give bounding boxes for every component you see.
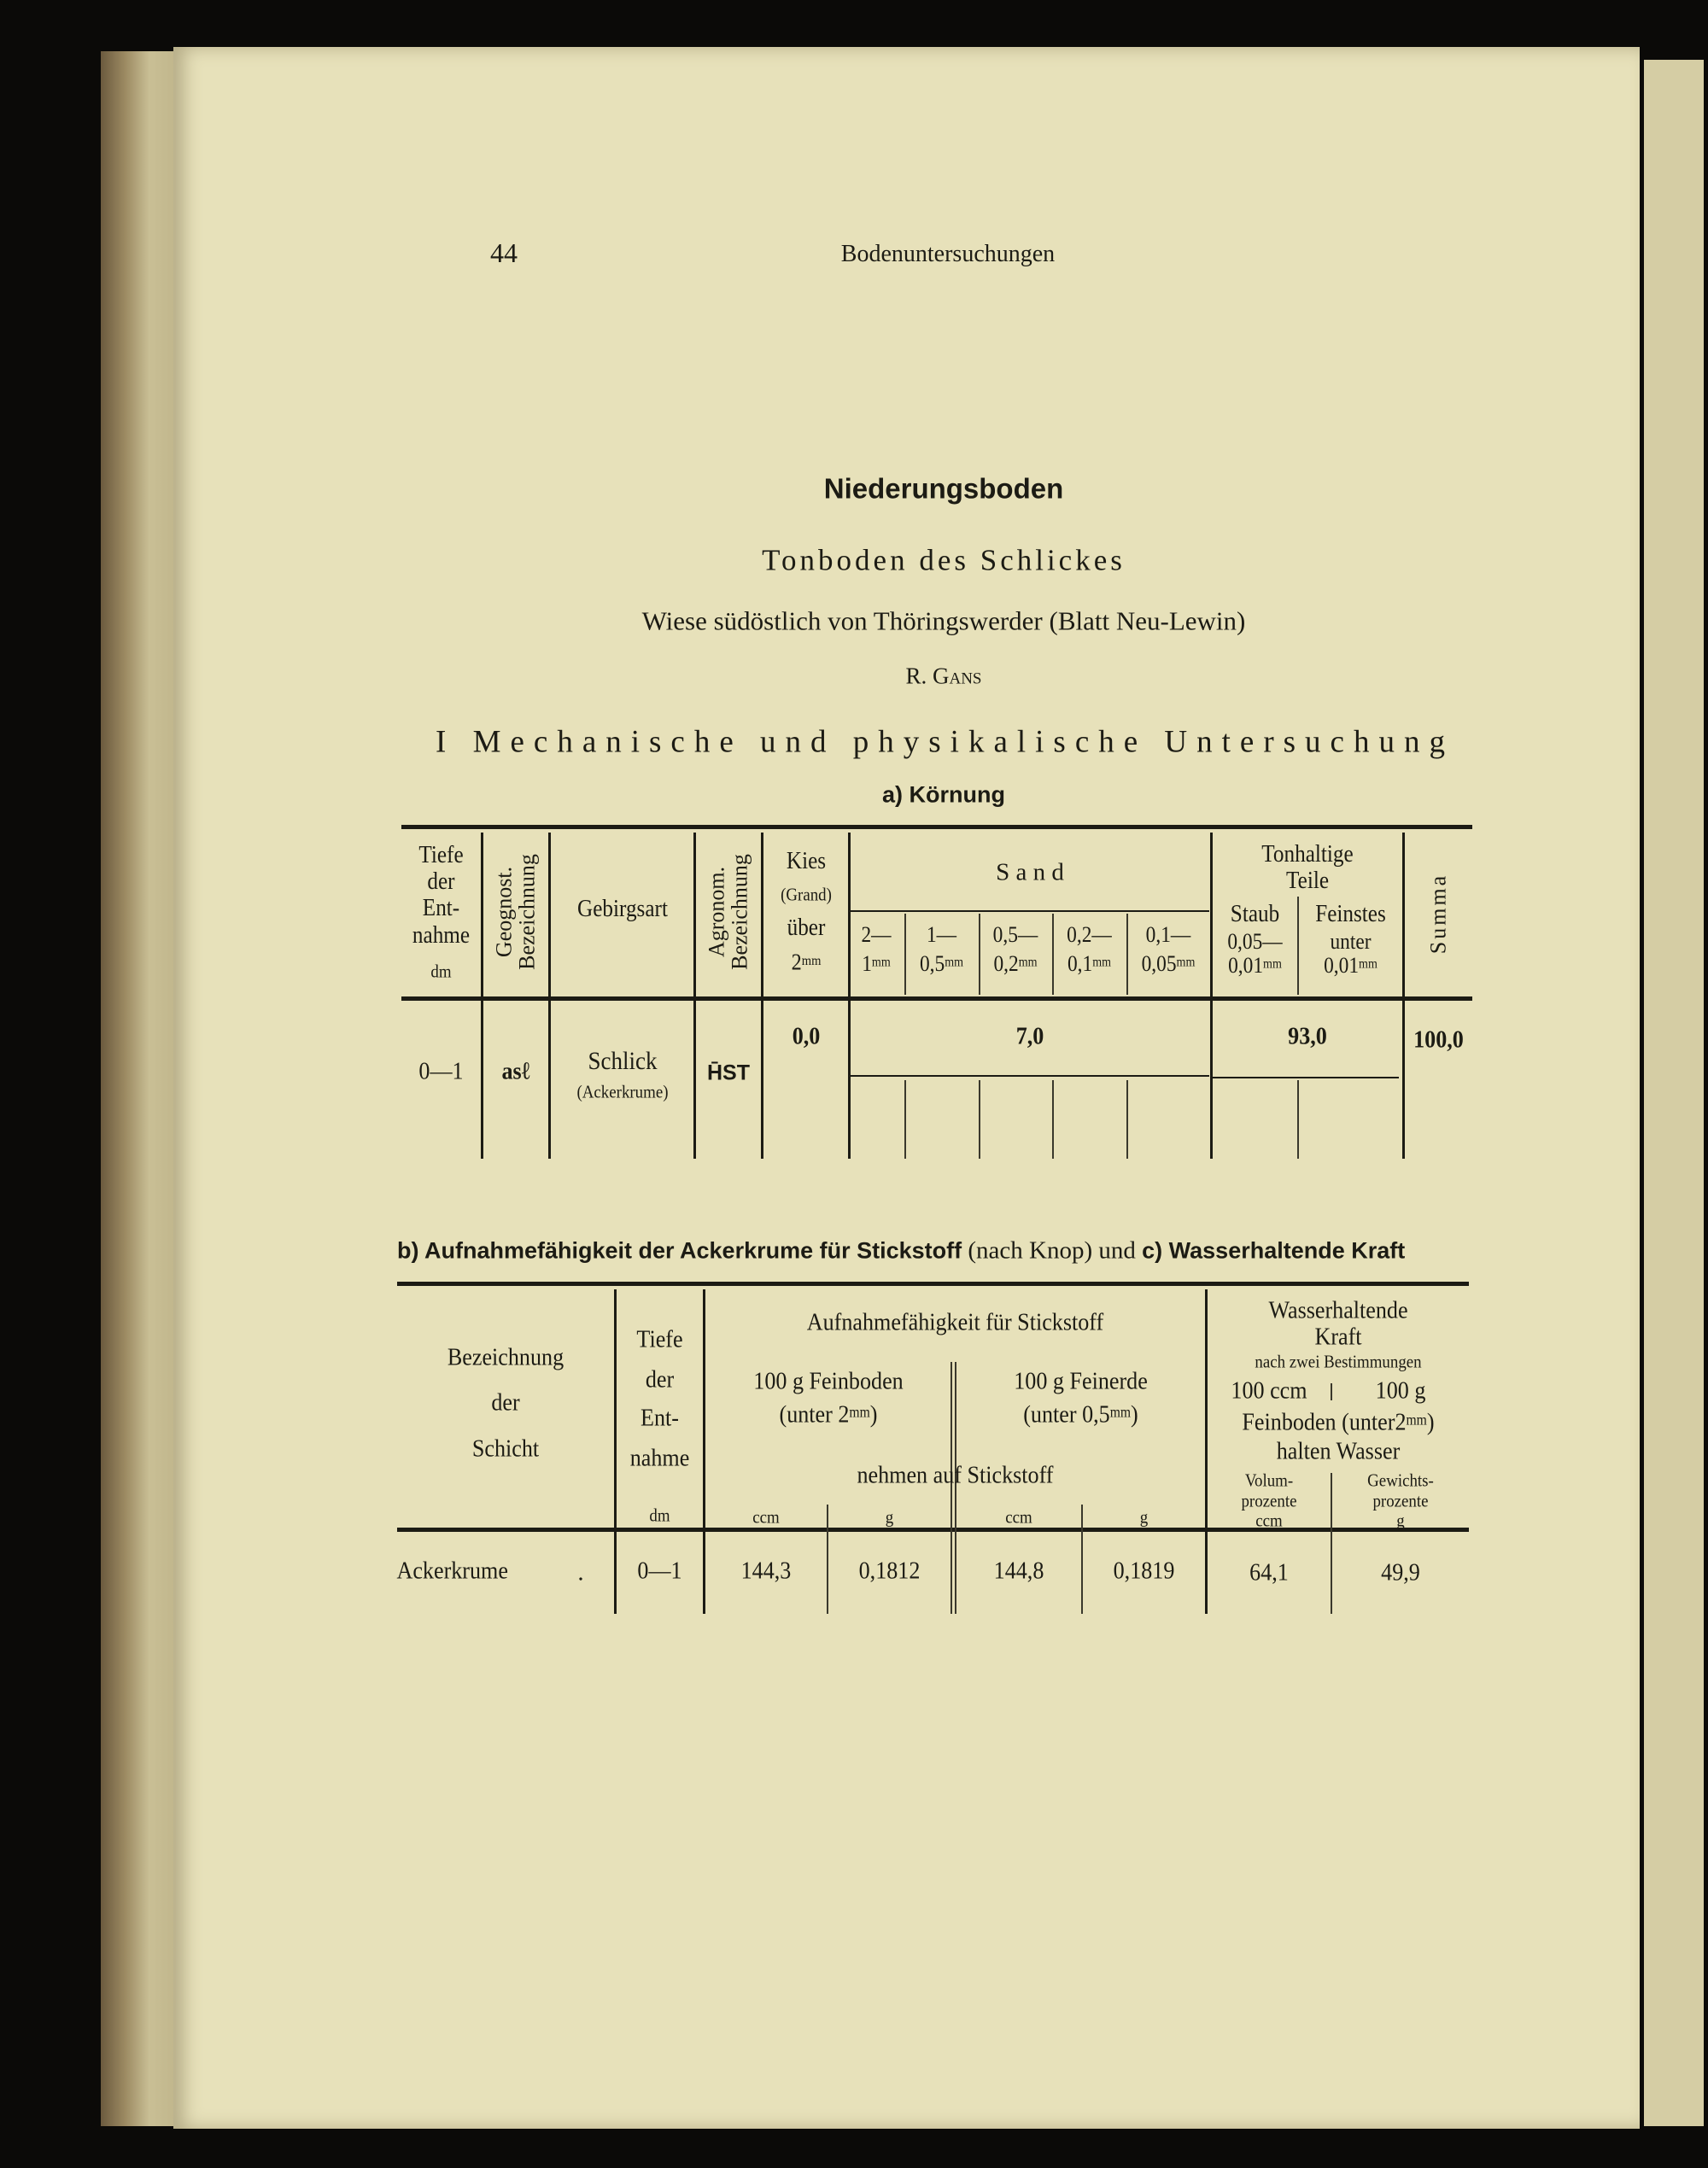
header-tiefe: nahme — [412, 922, 471, 949]
header-text: 0,05 — [1141, 951, 1177, 976]
row-subrule — [851, 1075, 1209, 1077]
sub-divider — [1052, 1080, 1054, 1159]
header-tiefe: Tiefe — [418, 842, 464, 868]
header-unit: mm — [801, 952, 822, 968]
rule — [401, 996, 1472, 1001]
cell-value: 0,1812 — [858, 1557, 921, 1585]
sand-subrule — [851, 910, 1209, 912]
header-wasser-note: nach zwei Bestimmungen — [1255, 1351, 1422, 1372]
header-text: 0,01 — [1324, 953, 1360, 978]
header-unit: ccm — [752, 1506, 780, 1528]
sub-divider — [1126, 914, 1128, 995]
sub-divider — [827, 1505, 828, 1614]
caption-b: b) Aufnahmefähigkeit der Ackerkrume für Stickstoff — [397, 1237, 962, 1264]
header-feinerde: 100 g Feinerde — [1014, 1367, 1148, 1395]
sub-divider — [1297, 897, 1299, 995]
rule — [397, 1282, 1469, 1286]
header-volum: Volum- — [1244, 1470, 1294, 1491]
cell-value: 144,8 — [993, 1557, 1044, 1585]
cell-bez: Ackerkrume — [396, 1557, 508, 1585]
header-text: 1 — [862, 951, 872, 976]
header-text: 0,1 — [1067, 951, 1093, 976]
header-wasser-ccm: 100 ccm — [1231, 1376, 1307, 1405]
section-heading: I Mechanische und physikalische Untersuchung — [436, 724, 1454, 760]
header-unit: mm — [871, 955, 891, 970]
header-text: ) — [869, 1400, 878, 1429]
header-bez: Bezeichnung — [447, 1343, 564, 1371]
header-sand-sub — [908, 953, 974, 975]
location: Wiese südöstlich von Thöringswerder (Blatt Neu-Lewin) — [641, 605, 1246, 636]
header-sand-sub — [1131, 953, 1206, 975]
header-ton-sub: Staub — [1230, 901, 1280, 927]
header-wasser-feinboden — [1220, 1408, 1455, 1436]
header-text: (unter2 — [1342, 1408, 1407, 1436]
header-ton-sub: 0,05— — [1227, 929, 1283, 954]
header-text: Bezeichnung — [515, 854, 540, 970]
header-kies: Kies — [786, 848, 827, 874]
book-page — [173, 47, 1640, 2129]
header-sand-sub — [1056, 953, 1122, 975]
header-unit: mm — [1359, 956, 1378, 972]
table-b-caption — [397, 1236, 1473, 1265]
col-divider — [614, 1289, 617, 1614]
header-text: 2 — [791, 949, 802, 975]
header-unit: mm — [1109, 1403, 1132, 1421]
header-tiefe: Tiefe — [636, 1325, 683, 1353]
header-sand-sub — [851, 953, 901, 975]
cell-kies: 0,0 — [792, 1022, 821, 1050]
header-wasser-halten: halten Wasser — [1276, 1437, 1401, 1465]
header-sand: S a n d — [996, 858, 1064, 886]
sub-divider — [979, 1080, 980, 1159]
header-text: Feinboden — [1242, 1408, 1337, 1436]
header-feinboden: 100 g Feinboden — [753, 1367, 904, 1395]
caption-c: c) Wasserhaltende Kraft — [1142, 1237, 1406, 1264]
header-text: 0,2 — [993, 951, 1019, 976]
header-unit: mm — [1176, 955, 1196, 970]
header-sand-sub: 0,1— — [1145, 922, 1191, 947]
cell-summa: 100,0 — [1413, 1026, 1464, 1054]
header-text: ) — [1426, 1408, 1435, 1436]
cell-tiefe: 0—1 — [637, 1557, 682, 1585]
cell-value: 64,1 — [1249, 1558, 1289, 1587]
sub-divider — [979, 914, 980, 995]
row-subrule — [1213, 1077, 1399, 1078]
header-tiefe: Ent- — [640, 1404, 679, 1432]
header-volum: ccm — [1255, 1510, 1283, 1531]
header-ton-sub: Feinstes — [1315, 901, 1386, 927]
header-bez: der — [491, 1388, 520, 1417]
header-wasser: Wasserhaltende — [1268, 1296, 1408, 1324]
header-kies — [768, 951, 845, 974]
header-text: ) — [1131, 1400, 1138, 1429]
header-tiefe-unit: dm — [430, 961, 452, 982]
header-text: (unter 0,5 — [1023, 1400, 1110, 1429]
header-feinerde-note — [969, 1400, 1193, 1429]
header-text: Bezeichnung — [728, 854, 752, 970]
sub-divider — [904, 914, 906, 995]
cell-value: 0,1819 — [1113, 1557, 1175, 1585]
header-unit: mm — [1092, 955, 1112, 970]
header-text: (unter 2 — [779, 1400, 850, 1429]
cell-bez-leader: . — [577, 1558, 584, 1587]
header-feinboden-note — [717, 1400, 939, 1429]
sub-divider — [904, 1080, 906, 1159]
header-unit: mm — [1263, 956, 1282, 972]
header-unit: mm — [1406, 1411, 1427, 1429]
header-text: 0,5 — [919, 951, 945, 976]
header-aufnahme: Aufnahmefähigkeit für Stickstoff — [806, 1308, 1104, 1336]
col-divider — [1205, 1289, 1208, 1614]
header-tiefe: Ent- — [422, 895, 460, 921]
header-summa: Summa — [1425, 873, 1451, 955]
sub-divider — [1126, 1080, 1128, 1159]
cell-gebirgsart-note: (Ackerkrume) — [576, 1081, 669, 1102]
header-unit: g — [885, 1506, 894, 1528]
rule — [401, 825, 1472, 829]
cell-value: 144,3 — [740, 1557, 792, 1585]
header-unit: g — [1139, 1506, 1149, 1528]
header-wasser-g: 100 g — [1375, 1376, 1426, 1405]
col-divider — [703, 1289, 705, 1614]
header-volum: prozente — [1241, 1490, 1297, 1511]
header-sand-sub: 0,5— — [992, 922, 1038, 947]
header-ton: Teile — [1285, 868, 1330, 894]
sub-divider — [1081, 1505, 1083, 1614]
header-ton: Tonhaltige — [1261, 841, 1354, 868]
header-gewichts: Gewichts- — [1367, 1470, 1434, 1491]
cell-geognost: asℓ — [501, 1057, 530, 1085]
page-stack-edge — [101, 51, 182, 2126]
author: R. Gans — [905, 663, 982, 689]
header-unit: mm — [1018, 955, 1038, 970]
col-divider — [481, 833, 483, 1159]
header-agronom — [705, 854, 752, 970]
header-unit: ccm — [1005, 1506, 1032, 1528]
header-bez: Schicht — [471, 1435, 540, 1463]
header-nehmen: nehmen auf Stickstoff — [857, 1461, 1054, 1489]
col-divider — [693, 833, 696, 1159]
cell-ton: 93,0 — [1288, 1022, 1327, 1050]
running-head: Bodenuntersuchungen — [840, 241, 1056, 267]
col-divider — [761, 833, 763, 1159]
header-gewichts: prozente — [1372, 1490, 1429, 1511]
header-gewichts: g — [1396, 1510, 1405, 1531]
header-tiefe: nahme — [629, 1444, 690, 1472]
header-sand-sub: 0,2— — [1067, 922, 1112, 947]
sub-divider — [1331, 1473, 1332, 1614]
header-text: Agronom. — [704, 866, 729, 958]
header-kies: über — [787, 915, 826, 941]
cell-agronom: H̄ST — [707, 1061, 750, 1085]
cell-gebirgsart: Schlick — [588, 1047, 658, 1075]
header-unit: mm — [849, 1403, 870, 1421]
header-tiefe: der — [645, 1365, 675, 1394]
sub-divider — [1331, 1383, 1332, 1400]
page-number: 44 — [490, 237, 518, 268]
header-text: 0,01 — [1228, 953, 1264, 978]
header-sand-sub — [982, 953, 1048, 975]
header-ton-sub: unter — [1330, 929, 1372, 954]
header-gebirgsart: Gebirgsart — [577, 896, 668, 922]
subtitle: Tonboden des Schlickes — [762, 543, 1126, 577]
col-divider — [1402, 833, 1405, 1159]
header-text: Geognost. — [491, 866, 517, 958]
header-tiefe-unit: dm — [649, 1505, 670, 1526]
header-wasser: Kraft — [1314, 1323, 1362, 1351]
table-a-caption: a) Körnung — [882, 781, 1005, 808]
header-sand-sub: 1— — [926, 922, 957, 947]
sub-divider — [1297, 1080, 1299, 1159]
facing-page-edge — [1644, 60, 1704, 2126]
header-unit: mm — [945, 955, 964, 970]
header-ton-sub — [1217, 955, 1293, 977]
header-geognost — [493, 854, 540, 970]
header-tiefe: der — [427, 868, 455, 895]
cell-value: 49,9 — [1381, 1558, 1420, 1587]
sub-divider — [1052, 914, 1054, 995]
col-divider — [548, 833, 551, 1159]
header-sand-sub: 2— — [861, 922, 892, 947]
col-divider — [1210, 833, 1213, 1159]
page-title: Niederungsboden — [823, 472, 1064, 505]
cell-tiefe: 0—1 — [418, 1057, 464, 1085]
caption-mid: (nach Knop) und — [968, 1236, 1136, 1265]
header-ton-sub — [1304, 955, 1397, 977]
header-kies: (Grand) — [781, 884, 832, 905]
cell-sand: 7,0 — [1015, 1022, 1044, 1050]
